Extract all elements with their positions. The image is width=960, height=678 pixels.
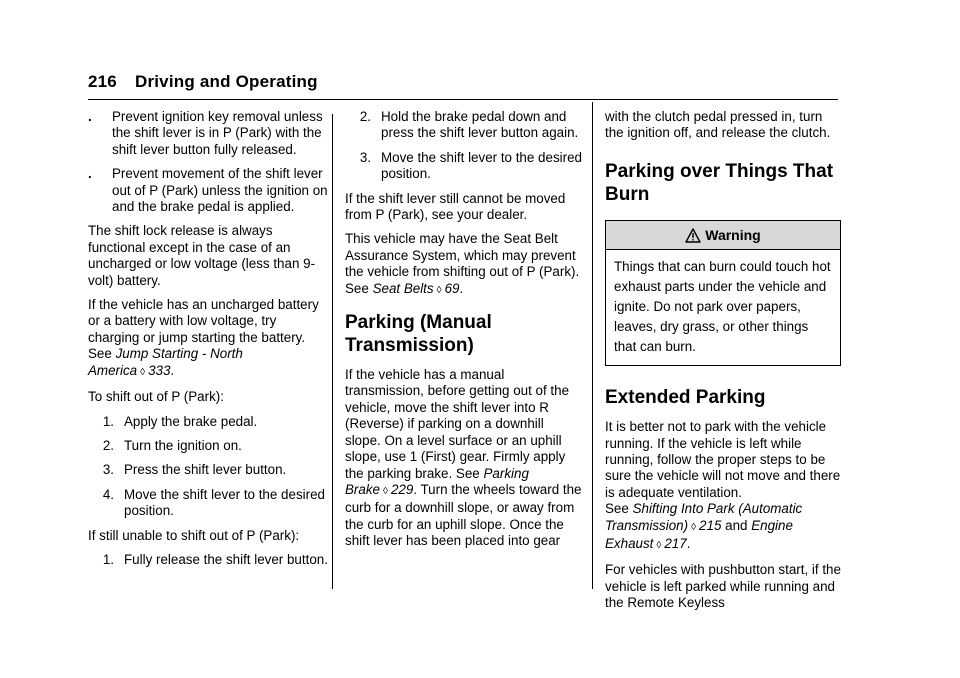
paragraph: If still unable to shift out of P (Park): (88, 527, 300, 543)
header-rule (88, 99, 838, 100)
column-3 (605, 109, 841, 620)
page-reference-arrow-icon: ◊ (140, 366, 146, 378)
paragraph: If the shift lever still cannot be moved from P (Park), see your dealer. (345, 190, 566, 223)
paragraph-text: . Turn the wheels toward the curb for a downhill slope, or away from the curb for an uphill slope. Once the shift lever has been placed into gear (345, 481, 582, 549)
paragraph-text: It is better not to park with the vehicle running. If the vehicle is left while running, follow the proper steps to be sure the vehicle will not move and there is adequate ventilation. (605, 419, 841, 500)
paragraph-text: This vehicle may have the Seat Belt Assurance System, which may prevent the vehicle from shifting out of P (Park). See (345, 231, 580, 296)
section-heading: Parking over Things That Burn (605, 160, 834, 205)
list-item (88, 462, 328, 478)
page-reference[interactable]: 229 (390, 481, 414, 497)
page-reference-arrow-icon: ◊ (656, 540, 662, 552)
paragraph (345, 367, 583, 549)
punctuation: . (459, 280, 464, 296)
warning-text: Things that can burn could touch hot exhaust parts under the vehicle and ignite. Do not park over papers, leaves, dry grass, or other things that can burn. (614, 259, 831, 355)
punctuation: . (170, 362, 175, 378)
step-number: 3. (102, 462, 114, 478)
warning-header (606, 221, 840, 250)
list-item (345, 109, 583, 142)
section-heading: Parking (Manual Transmission) (345, 312, 492, 357)
page-reference-arrow-icon: ◊ (436, 284, 442, 296)
paragraph-text: If the vehicle has an uncharged battery or a battery with low voltage, try charging or jump starting the battery. See (88, 297, 319, 362)
section-heading: Extended Parking (605, 387, 766, 409)
paragraph (88, 297, 328, 381)
page-number: 216 (88, 72, 117, 91)
cross-reference-link[interactable]: Seat Belts (372, 280, 434, 296)
punctuation: . (686, 536, 691, 552)
bullet-mark: . (88, 109, 92, 124)
warning-box (605, 220, 841, 366)
step-number: 2. (102, 437, 114, 453)
column-divider-2 (592, 102, 593, 589)
step-text: Apply the brake pedal. (124, 413, 258, 429)
cross-reference-link[interactable]: Shifting Into Park (Automatic Transmission) (605, 501, 803, 533)
warning-title: Warning (705, 226, 761, 243)
section-title: Driving and Operating (134, 72, 318, 91)
step-number: 1. (102, 413, 114, 429)
list-item (88, 487, 328, 520)
page-reference[interactable]: 69 (444, 280, 460, 296)
step-text: Move the shift lever to the desired position. (381, 149, 582, 182)
page-reference[interactable]: 333 (148, 362, 171, 378)
page-reference-arrow-icon: ◊ (691, 521, 697, 533)
list-item (88, 414, 328, 430)
cross-reference-link[interactable]: Jump Starting - North America (88, 346, 243, 378)
numbered-list (345, 109, 583, 183)
paragraph: To shift out of P (Park): (88, 389, 224, 405)
step-text: Turn the ignition on. (124, 437, 242, 453)
step-text: Move the shift lever to the desired position. (124, 486, 325, 519)
paragraph (605, 419, 841, 554)
bullet-text: Prevent ignition key removal unless the shift lever is in P (Park) with the shift lever button fully released. (112, 109, 323, 157)
paragraph: with the clutch pedal pressed in, turn the ignition off, and release the clutch. (605, 109, 831, 141)
numbered-list (88, 552, 328, 568)
numbered-list (88, 414, 328, 520)
cross-reference-link[interactable]: Engine Exhaust (605, 517, 793, 552)
column-divider-1 (332, 114, 333, 589)
paragraph (345, 231, 583, 299)
step-number: 2. (359, 109, 371, 124)
step-number: 1. (102, 551, 114, 567)
bullet-text: Prevent movement of the shift lever out of P (Park) unless the ignition on and the brake pedal is applied. (112, 166, 328, 215)
page-reference[interactable]: 217 (664, 536, 687, 552)
step-text: Hold the brake pedal down and press the shift lever button again. (381, 109, 579, 141)
page-header (88, 72, 318, 92)
paragraph-text: and (725, 517, 748, 533)
paragraph: For vehicles with pushbutton start, if the vehicle is left parked while running and the Remote Keyless (605, 562, 841, 611)
column-2 (345, 109, 583, 558)
list-item (88, 166, 328, 215)
page-reference[interactable]: 215 (699, 517, 722, 533)
list-item (88, 109, 328, 158)
step-text: Press the shift lever button. (124, 462, 287, 478)
paragraph: The shift lock release is always functional except in the case of an uncharged or low voltage (less than 9-volt) battery. (88, 223, 316, 288)
bullet-mark: . (88, 166, 92, 182)
step-text: Fully release the shift lever button. (124, 551, 328, 567)
step-number: 4. (102, 486, 114, 502)
paragraph-text: See (605, 501, 629, 517)
warning-triangle-icon (685, 228, 701, 243)
step-number: 3. (359, 149, 371, 165)
paragraph-text: If the vehicle has a manual transmission, before getting out of the vehicle, move the shift lever into R (Reverse) if parking on a downhill slope. On a level surface or an uphill slope, use 1 (First) gear. Firmly apply the parking brake. See (345, 367, 570, 481)
column-1 (88, 109, 328, 576)
cross-reference-link[interactable]: Parking Brake (345, 465, 529, 497)
list-item (88, 552, 328, 568)
page-reference-arrow-icon: ◊ (382, 485, 388, 497)
list-item (345, 150, 583, 183)
list-item (88, 438, 328, 454)
